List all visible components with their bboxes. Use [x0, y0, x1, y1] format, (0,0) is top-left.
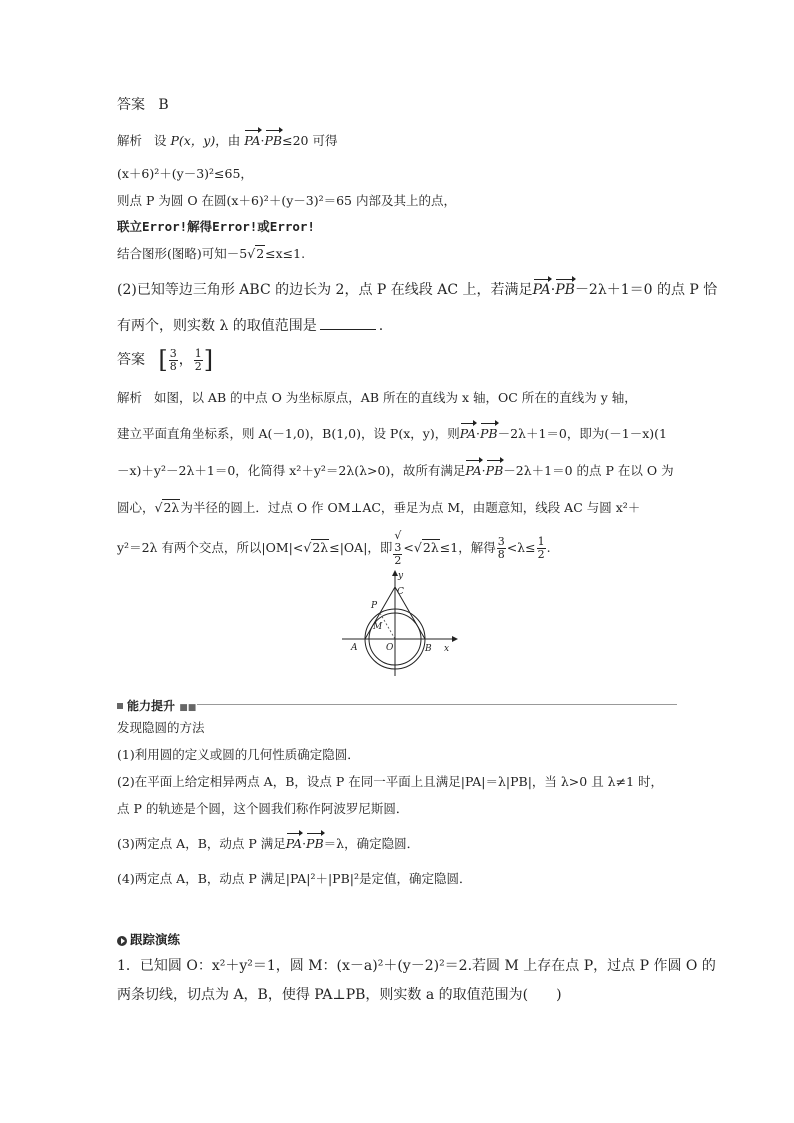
right-bracket: ] [203, 346, 214, 374]
denominator: 2 [194, 359, 202, 373]
x-axis-arrow-icon [452, 636, 458, 642]
ability-title-text: 能力提升 [127, 699, 176, 713]
question-1-line-1: 1．已知圆 O：x²＋y²＝1，圆 M：(x－a)²＋(y－2)²＝2.若圆 M 上存在点 P，过点 P 作圆 O 的 [117, 958, 716, 974]
vector-pa: PA [244, 133, 261, 148]
sqrt-value: 2 [256, 246, 265, 261]
vector-pa: PA [285, 836, 303, 851]
comma: ， [178, 352, 193, 368]
problem-text: . [378, 318, 384, 334]
vector-pa: PA [465, 463, 482, 478]
dot-symbol: · [302, 836, 307, 851]
analysis-text: 如图，以 AB 的中点 O 为坐标原点，AB 所在的直线为 x 轴，OC 所在的直线为 y 轴， [153, 390, 637, 405]
analysis-text: －2λ＋1＝0 的点 P 在以 O 为 [503, 463, 674, 478]
numerator: 1 [194, 346, 202, 360]
analysis-label: 解析 [117, 390, 143, 405]
analysis-text: ≤|OA|，即 [329, 540, 393, 555]
method-4: (4)两定点 A，B，动点 P 满足|PA|²＋|PB|²是定值，确定隐圆． [117, 871, 472, 886]
dot-symbol: · [476, 426, 480, 441]
vector-pa: PA [459, 426, 476, 441]
fraction [194, 348, 203, 373]
analysis-1-line-1 [117, 133, 337, 149]
analysis-2-line-5: y²＝2λ 有两个交点，所以|OM|<√2λ≤|OA|，即 √ 3 2 <√2λ≤1，解得 $\frac{3}{8}$ <λ≤ $\frac{1}{2}$ . [117, 529, 551, 567]
divider [197, 704, 677, 705]
method-title: 发现隐圆的方法 [117, 720, 205, 735]
analysis-text: －x)＋y²－2λ＋1＝0，化简得 x²＋y²＝2λ(λ>0)，故所有满足 [117, 463, 466, 478]
problem-2-line-1 [117, 282, 717, 298]
denominator: 8 [497, 548, 505, 561]
label-c: C [397, 587, 404, 597]
left-bracket: [ [158, 346, 168, 374]
analysis-label: 解析 [117, 133, 143, 148]
fraction [497, 536, 506, 561]
label-x: x [444, 644, 450, 654]
square-icon [117, 703, 123, 709]
label-p: P [371, 601, 378, 611]
point-p: P(x，y) [170, 133, 216, 148]
analysis-1-line-3: 则点 P 为圆 O 在圆(x＋6)²＋(y－3)²＝65 内部及其上的点， [117, 193, 456, 208]
problem-text: －2λ＋1＝0 的点 P 恰 [574, 282, 718, 298]
answer-label: 答案 [117, 352, 145, 368]
denominator: 2 [537, 548, 545, 561]
numerator: 3 [394, 541, 402, 554]
method-text: (3)两定点 A，B，动点 P 满足 [117, 836, 286, 851]
circle-diagram [340, 568, 460, 680]
fraction: √ 3 2 [394, 529, 402, 567]
method-text: ＝λ，确定隐圆． [323, 836, 420, 851]
segment-om [380, 613, 395, 639]
label-a: A [351, 643, 358, 653]
analysis-text: 建立平面直角坐标系，则 A(－1,0)，B(1,0)，设 P(x，y)，则 [117, 426, 460, 441]
denominator: 2 [394, 554, 402, 567]
vector-pb: PB [555, 282, 575, 298]
answer-1 [117, 97, 169, 113]
method-1: (1)利用圆的定义或圆的几何性质确定隐圆． [117, 747, 360, 762]
vector-pb: PB [485, 463, 504, 478]
label-m: M [373, 622, 383, 632]
ability-title [117, 697, 196, 714]
vector-pb: PB [479, 426, 498, 441]
dot-symbol: · [550, 282, 556, 298]
analysis-text: ≤20 可得 [282, 133, 338, 148]
numerator: 3 [169, 346, 177, 360]
analysis-2-line-1 [117, 390, 637, 406]
vector-pb: PB [264, 133, 283, 148]
analysis-2-line-3 [117, 463, 674, 479]
problem-text: (2)已知等边三角形 ABC 的边长为 2，点 P 在线段 AC 上，若满足 [117, 282, 533, 298]
analysis-text: 结合图形(图略)可知－5 [117, 246, 248, 261]
numerator: 3 [497, 535, 505, 548]
analysis-text: <λ≤ [506, 540, 536, 555]
analysis-text: . [546, 540, 551, 555]
ability-section-header [117, 697, 677, 711]
method-3 [117, 836, 419, 852]
label-y: y [398, 571, 404, 581]
fraction [169, 348, 178, 373]
analysis-text: ，由 [215, 133, 241, 148]
dots-icon: ■■ [179, 703, 197, 713]
sqrt-value: 2λ [422, 540, 439, 555]
follow-section-header [117, 930, 180, 948]
method-2a: (2)在平面上给定相异两点 A，B，设点 P 在同一平面上且满足|PA|＝λ|PB|，当 λ>0 且 λ≠1 时， [117, 774, 663, 789]
question-1-line-2: 两条切线，切点为 A，B，使得 PA⊥PB，则实数 a 的取值范围为( ) [117, 987, 562, 1003]
problem-text: 有两个，则实数 λ 的取值范围是 [117, 318, 317, 334]
label-b: B [425, 644, 432, 654]
vector-pa: PA [532, 282, 551, 298]
answer-value: B [158, 97, 169, 113]
analysis-text: 设 [153, 133, 167, 148]
answer-blank [320, 329, 376, 330]
analysis-text: 为半径的圆上．过点 O 作 OM⊥AC，垂足为点 M，由题意知，线段 AC 与圆 x²＋ [180, 500, 641, 515]
analysis-1-line-5: 结合图形(图略)可知－5√2≤x≤1. [117, 246, 306, 261]
sqrt-value: 2λ [163, 500, 180, 515]
answer-label: 答案 [117, 97, 145, 113]
fraction [537, 536, 546, 561]
play-circle-icon [117, 936, 127, 946]
analysis-1-line-2: (x＋6)²＋(y－3)²≤65， [117, 166, 253, 181]
analysis-text: < [403, 540, 414, 555]
sqrt-value: 2λ [312, 540, 329, 555]
dot-symbol: · [260, 133, 265, 148]
analysis-2-line-2 [117, 426, 667, 442]
follow-title: 跟踪演练 [130, 932, 181, 947]
analysis-text: ≤x≤1. [265, 246, 306, 261]
method-2b: 点 P 的轨迹是个圆，这个圆我们称作阿波罗尼斯圆． [117, 801, 409, 816]
vector-pb: PB [306, 836, 324, 851]
label-o: O [386, 643, 394, 653]
analysis-2-line-4: 圆心，√2λ为半径的圆上．过点 O 作 OM⊥AC，垂足为点 M，由题意知，线段 AC 与圆 x²＋ [117, 500, 641, 515]
dot-symbol: · [481, 463, 486, 478]
analysis-text: ≤1，解得 [439, 540, 496, 555]
answer-2 [117, 345, 213, 375]
analysis-1-line-4: 联立Error!解得Error!或Error! [117, 219, 315, 234]
analysis-text: y²＝2λ 有两个交点，所以|OM|< [117, 540, 304, 555]
problem-2-line-2 [117, 318, 383, 334]
denominator: 8 [169, 359, 177, 373]
numerator: 1 [537, 535, 545, 548]
analysis-text: －2λ＋1＝0，即为(－1－x)(1 [497, 426, 667, 441]
analysis-text: 圆心， [117, 500, 155, 515]
